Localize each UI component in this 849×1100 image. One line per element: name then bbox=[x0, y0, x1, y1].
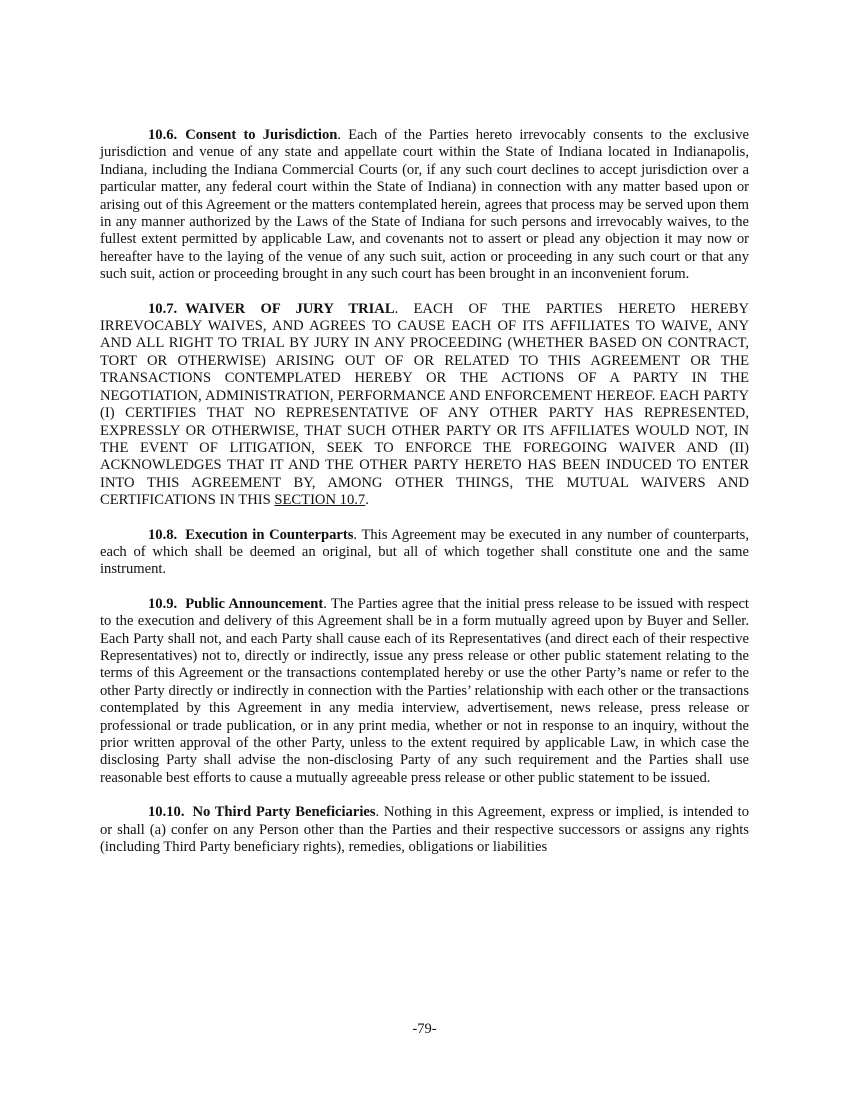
page-number: -79- bbox=[412, 1021, 437, 1037]
section-body: . This Agreement may be executed in any number of counterparts, each of which shall be deemed an original, but all of which together shall constitute one and the same instrument. bbox=[100, 526, 750, 578]
section-10-6 bbox=[100, 127, 749, 284]
section-10-7 bbox=[100, 301, 749, 510]
section-number: 10.6. bbox=[148, 127, 178, 143]
section-number: 10.7. bbox=[148, 300, 178, 317]
section-body-tail: . bbox=[365, 492, 369, 509]
section-number: 10.9. bbox=[148, 595, 178, 612]
section-10-10 bbox=[100, 804, 749, 856]
document-page bbox=[100, 127, 749, 873]
section-cross-reference: SECTION 10.7 bbox=[274, 492, 366, 509]
section-heading: Execution in Counterparts bbox=[185, 526, 354, 543]
section-body: . EACH OF THE PARTIES HERETO HEREBY IRREVOCABLY WAIVES, AND AGREES TO CAUSE EACH OF ITS AFFILIATES TO WAIVE, ANY AND ALL RIGHT TO TRIAL BY JURY IN ANY PROCEEDING (WHETHER BASED ON CONTRACT, TORT OR OTHERWISE) ARISING OUT OF OR RELATED TO THIS AGREEMENT OR THE TRANSACTIONS CONTEMPLATED HEREBY OR THE ACTIONS OF A PARTY IN THE NEGOTIATION, ADMINISTRATION, PERFORMANCE AND ENFORCEMENT HEREOF. EACH PARTY (I) CERTIFIES THAT NO REPRESENTATIVE OF ANY OTHER PARTY HAS REPRESENTED, EXPRESSLY OR OTHERWISE, THAT SUCH OTHER PARTY OR ITS AFFILIATES WOULD NOT, IN THE EVENT OF LITIGATION, SEEK TO ENFORCE THE FOREGOING WAIVER AND (II) ACKNOWLEDGES THAT IT AND THE OTHER PARTY HERETO HAS BEEN INDUCED TO ENTER INTO THIS AGREEMENT BY, AMONG OTHER THINGS, THE MUTUAL WAIVERS AND CERTIFICATIONS IN THIS bbox=[100, 300, 750, 509]
section-heading: Consent to Jurisdiction bbox=[185, 127, 338, 143]
section-body: . Each of the Parties hereto irrevocably consents to the exclusive jurisdiction and venue of any state and appellate court within the State of Indiana located in Indianapolis, Indiana, including the Indiana Commercial Courts (or, if any such court declines to accept jurisdiction over a particular matter, any federal court within the State of Indiana) in connection with any matter based upon or arising out of this Agreement or the matters contemplated herein, agrees that process may be served upon them in any manner authorized by the Laws of the State of Indiana for such persons and irrevocably waives, to the fullest extent permitted by applicable Law, and covenants not to assert or plead any objection it may now or hereafter have to the laying of the venue of any such suit, action or proceeding in any such court or that any such suit, action or proceeding brought in any such court has been brought in an inconvenient forum. bbox=[100, 127, 750, 283]
section-body: . Nothing in this Agreement, express or implied, is intended to or shall (a) confer on any Person other than the Parties and their respective successors or assigns any rights (including Third Party beneficiary rights), remedies, obligations or liabilities bbox=[100, 804, 749, 856]
section-heading: No Third Party Beneficiaries bbox=[192, 804, 376, 821]
section-heading: WAIVER OF JURY TRIAL bbox=[185, 300, 395, 317]
section-body: . The Parties agree that the initial press release to be issued with respect to the execution and delivery of this Agreement shall be in a form mutually agreed upon by Buyer and Seller. Each Party shall not, and each Party shall cause each of its Representatives (and direct each of their respective Representatives) not to, directly or indirectly, issue any press release or other public statement relating to the terms of this Agreement or the transactions contemplated hereby or use the other Party’s name or refer to the other Party directly or indirectly in connection with the Parties’ relationship with each other or the transactions contemplated by this Agreement in any media interview, advertisement, news release, press release or professional or trade publication, or in any print media, whether or not in response to an inquiry, without the prior written approval of the other Party, unless to the extent required by applicable Law, in which case the disclosing Party shall advise the non-disclosing Party of any such requirement and the Parties shall use reasonable best efforts to cause a mutually agreeable press release or other public statement to be issued. bbox=[100, 595, 749, 786]
section-heading: Public Announcement bbox=[185, 595, 324, 612]
section-number: 10.8. bbox=[148, 526, 178, 543]
section-10-9 bbox=[100, 596, 749, 787]
section-10-8 bbox=[100, 527, 749, 579]
section-number: 10.10. bbox=[148, 804, 185, 821]
